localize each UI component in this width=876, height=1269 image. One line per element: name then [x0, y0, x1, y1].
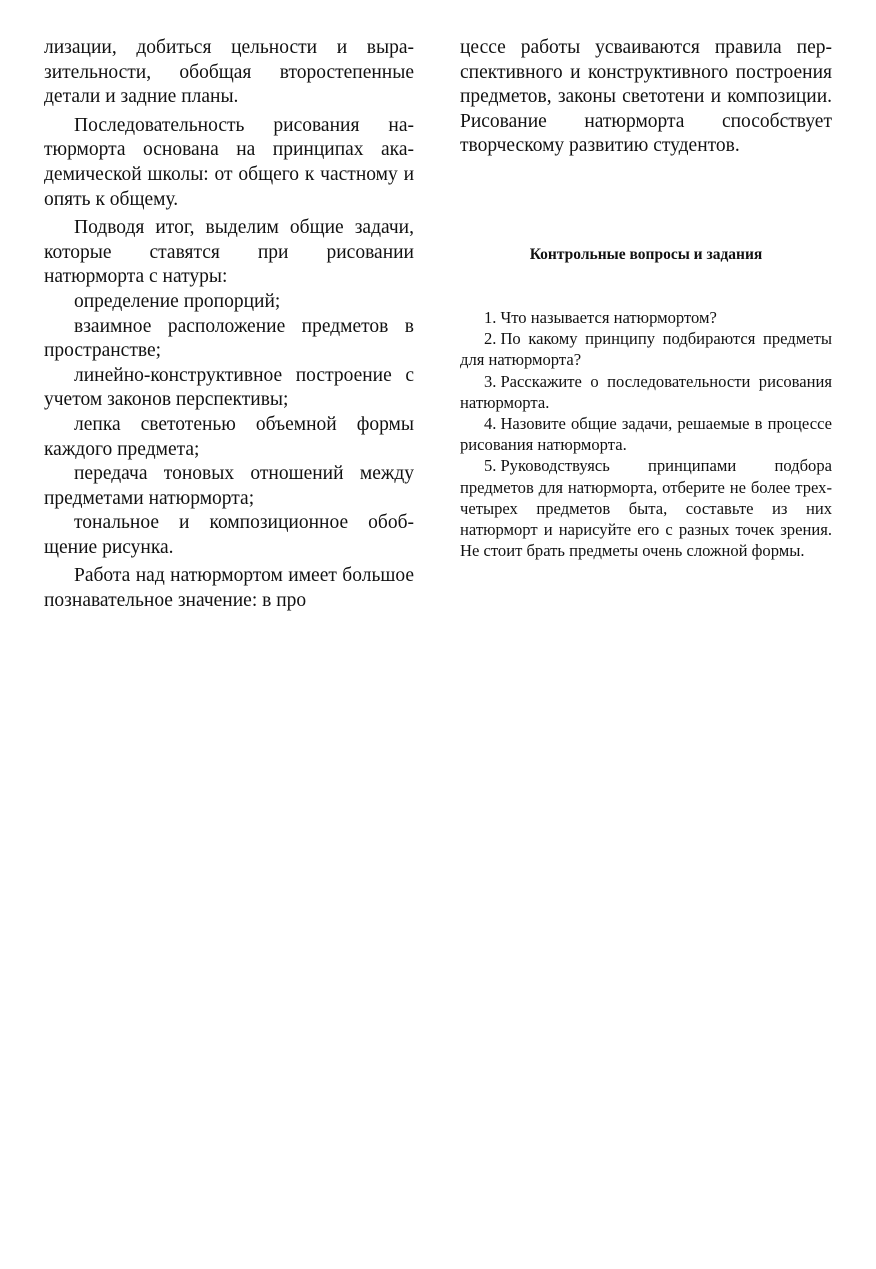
- question-text: Назовите общие задачи, решаемые в процессе рисования натюрморта.: [460, 414, 832, 455]
- question-item: [460, 413, 832, 455]
- question-text: Что называется натюрмортом?: [500, 308, 717, 327]
- right-column: [460, 36, 832, 163]
- left-column: [44, 36, 414, 618]
- question-text: По какому принципу подбираются предметы для натюрморта?: [460, 329, 832, 370]
- list-item: определение пропорций;: [74, 290, 281, 312]
- question-item: [460, 328, 832, 370]
- question-item: [460, 455, 832, 561]
- list-item: передача тоновых отношений между предметами натюрморта;: [44, 463, 414, 509]
- list-item: лепка светотенью объемной формы каждого предмета;: [44, 413, 414, 460]
- list-item: взаимное расположение предметов в пространстве;: [44, 315, 414, 362]
- question-number: 3.: [484, 371, 497, 391]
- paragraph: Последовательность рисования натюрморта основана на принципах академической школы: от общего к частному и опять к общему.: [44, 114, 414, 210]
- section-title: Контрольные вопросы и задания: [529, 246, 763, 263]
- question-number: 5.: [484, 456, 497, 476]
- question-number: 4.: [484, 414, 497, 434]
- question-text: Расскажите о последовательности рисования натюрморта.: [460, 371, 832, 412]
- question-number: 2.: [484, 329, 497, 349]
- list-item: тональное и композиционное обобщение рисунка.: [44, 512, 414, 558]
- question-item: [460, 371, 832, 413]
- question-number: 1.: [484, 308, 497, 327]
- list-item: линейно-конструктивное построение с учетом законов перспективы;: [44, 364, 414, 411]
- paragraph: лизации, добиться цельности и выразительности, обобщая второстепенные детали и задние планы.: [44, 37, 414, 108]
- question-item: [460, 307, 832, 328]
- paragraph: цессе работы усваиваются правила перспективного и конструктивного построения предметов, законы светотени и композиции. Рисование натюрморта способствует творческому развитию студентов.: [460, 37, 832, 157]
- question-text: Руководствуясь принципами подбора предметов для натюрморта, отберите не более трех-четырех предметов быта, составьте из них натюрморт и нарисуйте его с разных точек зрения. Не стоит брать предметы очень сложной формы.: [460, 456, 832, 561]
- questions-list: [460, 307, 832, 561]
- paragraph: Работа над натюрмортом имеет большое познавательное значение: в про: [44, 565, 414, 612]
- paragraph: Подводя итог, выделим общие задачи, которые ставятся при рисовании натюрморта с натуры:: [44, 217, 414, 288]
